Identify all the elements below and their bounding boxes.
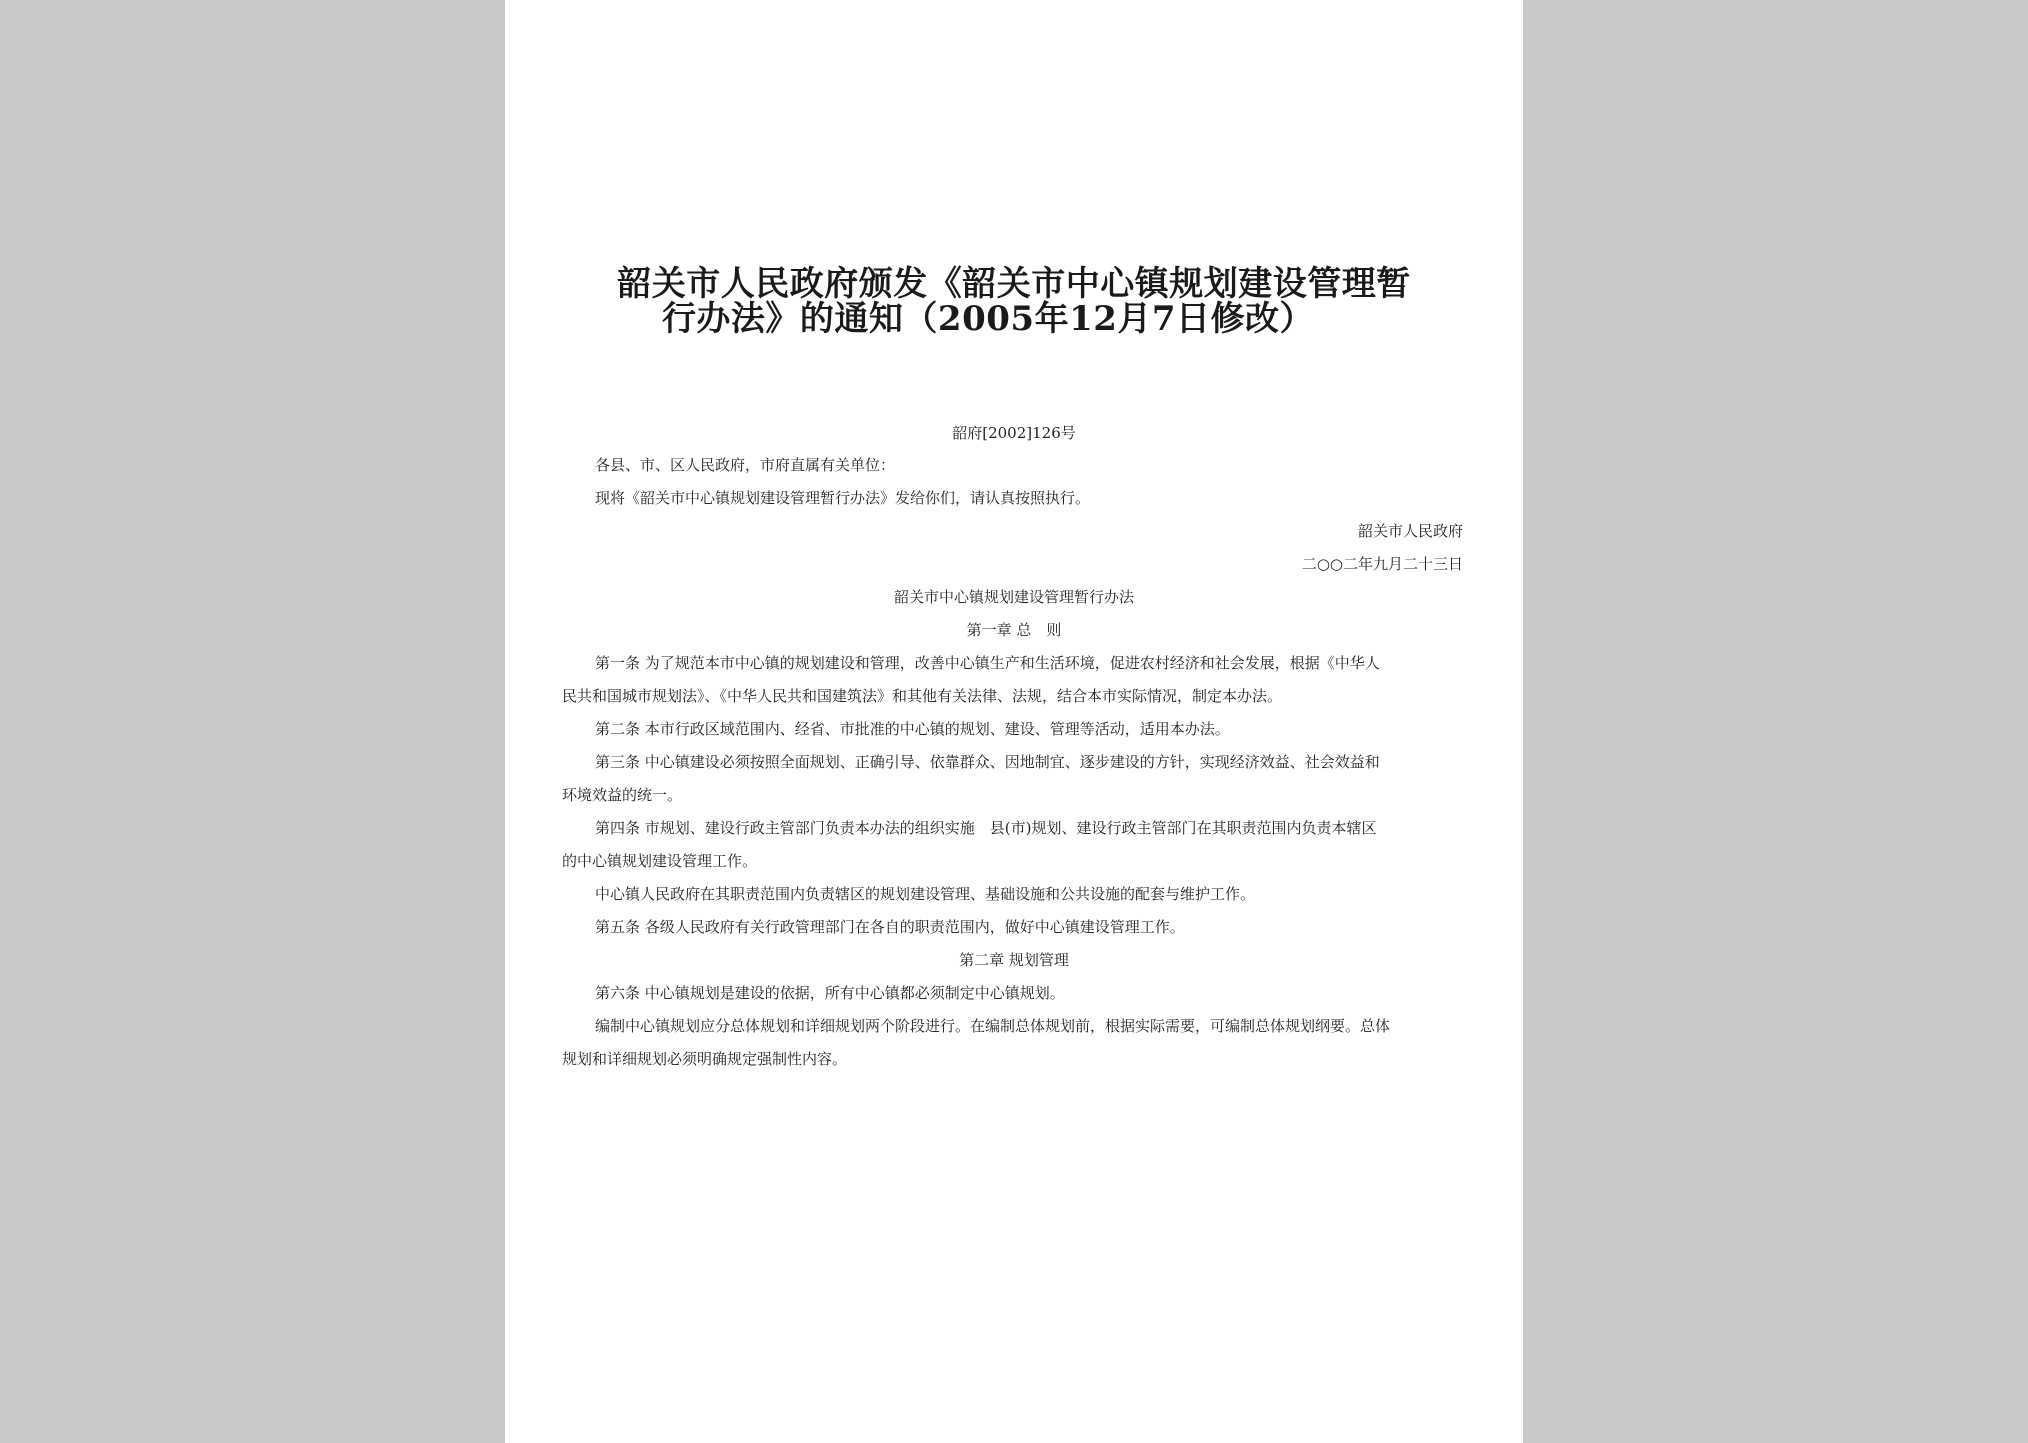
article-1-line-2: 民共和国城市规划法》、《中华人民共和国建筑法》和其他有关法律、法规，结合本市实际情况，制定本办法。: [562, 687, 1283, 705]
document-page: [505, 0, 1523, 1443]
article-4-line-2: 的中心镇规划建设管理工作。: [562, 852, 758, 870]
notice-paragraph: 现将《韶关市中心镇规划建设管理暂行办法》发给你们，请认真按照执行。: [595, 489, 1091, 507]
article-6: 第六条 中心镇规划是建设的依据，所有中心镇都必须制定中心镇规划。: [595, 984, 1065, 1002]
article-3-line-1: 第三条 中心镇建设必须按照全面规划、正确引导、依靠群众、因地制宜、逐步建设的方针，实现经济效益、社会效益和: [595, 753, 1380, 771]
chapter-2-heading: 第二章 规划管理: [959, 951, 1069, 969]
article-4-line-1: 第四条 市规划、建设行政主管部门负责本办法的组织实施 县(市)规划、建设行政主管部门在其职责范围内负责本辖区: [595, 819, 1377, 837]
regulation-title: 韶关市中心镇规划建设管理暂行办法: [893, 588, 1134, 606]
article-3-line-2: 环境效益的统一。: [562, 786, 683, 804]
document-title-line-1: 韶关市人民政府颁发《韶关市中心镇规划建设管理暂: [617, 264, 1411, 304]
addressee: 各县、市、区人民政府，市府直属有关单位：: [595, 456, 896, 474]
document-number: 韶府[2002]126号: [952, 424, 1076, 442]
article-2: 第二条 本市行政区域范围内、经省、市批准的中心镇的规划、建设、管理等活动，适用本办法。: [595, 720, 1230, 738]
article-5: 第五条 各级人民政府有关行政管理部门在各自的职责范围内，做好中心镇建设管理工作。: [595, 918, 1185, 936]
document-title-line-2: 行办法》的通知（2005年12月7日修改）: [661, 299, 1315, 339]
article-4-paragraph-2: 中心镇人民政府在其职责范围内负责辖区的规划建设管理、基础设施和公共设施的配套与维护工作。: [595, 885, 1256, 903]
issuer-signature: 韶关市人民政府: [1357, 522, 1463, 540]
issue-date: 二○○二年九月二十三日: [1301, 555, 1463, 573]
article-6-paragraph-2-line-1: 编制中心镇规划应分总体规划和详细规划两个阶段进行。在编制总体规划前，根据实际需要，可编制总体规划纲要。总体: [595, 1017, 1391, 1035]
article-1-line-1: 第一条 为了规范本市中心镇的规划建设和管理，改善中心镇生产和生活环境，促进农村经济和社会发展，根据《中华人: [595, 654, 1380, 672]
article-6-paragraph-2-line-2: 规划和详细规划必须明确规定强制性内容。: [562, 1050, 848, 1068]
chapter-1-heading: 第一章 总 则: [966, 621, 1062, 639]
